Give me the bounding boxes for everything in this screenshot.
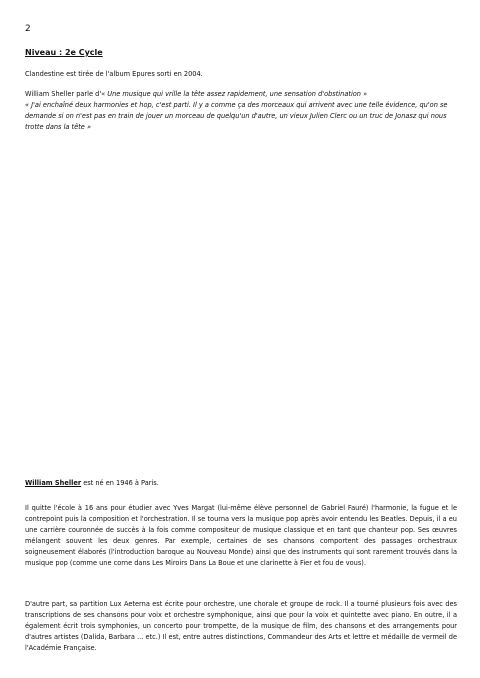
bio-heading-line: [25, 478, 457, 489]
bio-paragraph-1: Il quitte l'école à 16 ans pour étudier avec Yves Margat (lui-même élève personnel de Gabriel Fauré) l'harmonie, la fugue et le contrepoint puis la composition et l'orchestration. Il se tourna vers la musique pop après avoir entendu les Beatles. Depuis, il a eu une carrière couronnée de succès à la fois comme compositeur de musique classique et en tant que chanteur pop. Ses œuvres mélangent souvent les deux genres. Par exemple, certaines de ses chansons comportent des passages orchestraux soigneusement élaborés (l'introduction baroque au Nouveau Monde) ainsi que des instruments qui sont rarement trouvés dans la musique pop (comme une corne dans Les Miroirs Dans La Boue et une clarinette à Fier et fou de vous).: [25, 504, 457, 567]
quote-suffix: »: [361, 90, 368, 98]
page-number: 2: [25, 24, 31, 34]
level-heading: [25, 48, 103, 57]
quote-paragraph: [25, 89, 457, 133]
bio-birth: est né en 1946 à Paris.: [81, 479, 159, 487]
quote-body: « J'ai enchaîné deux harmonies et hop, c'est parti. Il y a comme ça des morceaux qui arrivent avec une telle évidence, qu'on se demande si on n'est pas en train de jouer un morceau de quelqu'un d'autre, un vieux Julien Clerc ou un truc de Jonasz qui nous trotte dans la tête »: [25, 101, 448, 131]
quote-italic: Une musique qui vrille la tête assez rapidement, une sensation d'obstination: [107, 90, 361, 98]
bio-paragraph-2: D'autre part, sa partition Lux Aeterna est écrite pour orchestre, une chorale et groupe de rock. Il a tourné plusieurs fois avec des transcriptions de ses chansons pour voix et orchestre symphonique, ainsi que pour la voix et quintette avec piano. En outre, il a également écrit trois symphonies, un concerto pour trompette, de la musique de film, des chansons et des arrangements pour d'autres artistes (Dalida, Barbara ... etc.) Il est, entre autres distinctions, Commandeur des Arts et lettre et médaille de vermeil de l'Académie Française.: [25, 600, 457, 652]
album-line: Clandestine est tirée de l'album Epures sorti en 2004.: [25, 70, 203, 78]
bio-name: William Sheller: [25, 479, 82, 487]
level-label: Niveau :: [25, 48, 63, 57]
quote-prefix: William Sheller parle d'«: [25, 90, 108, 98]
level-value: 2e Cycle: [62, 48, 103, 57]
